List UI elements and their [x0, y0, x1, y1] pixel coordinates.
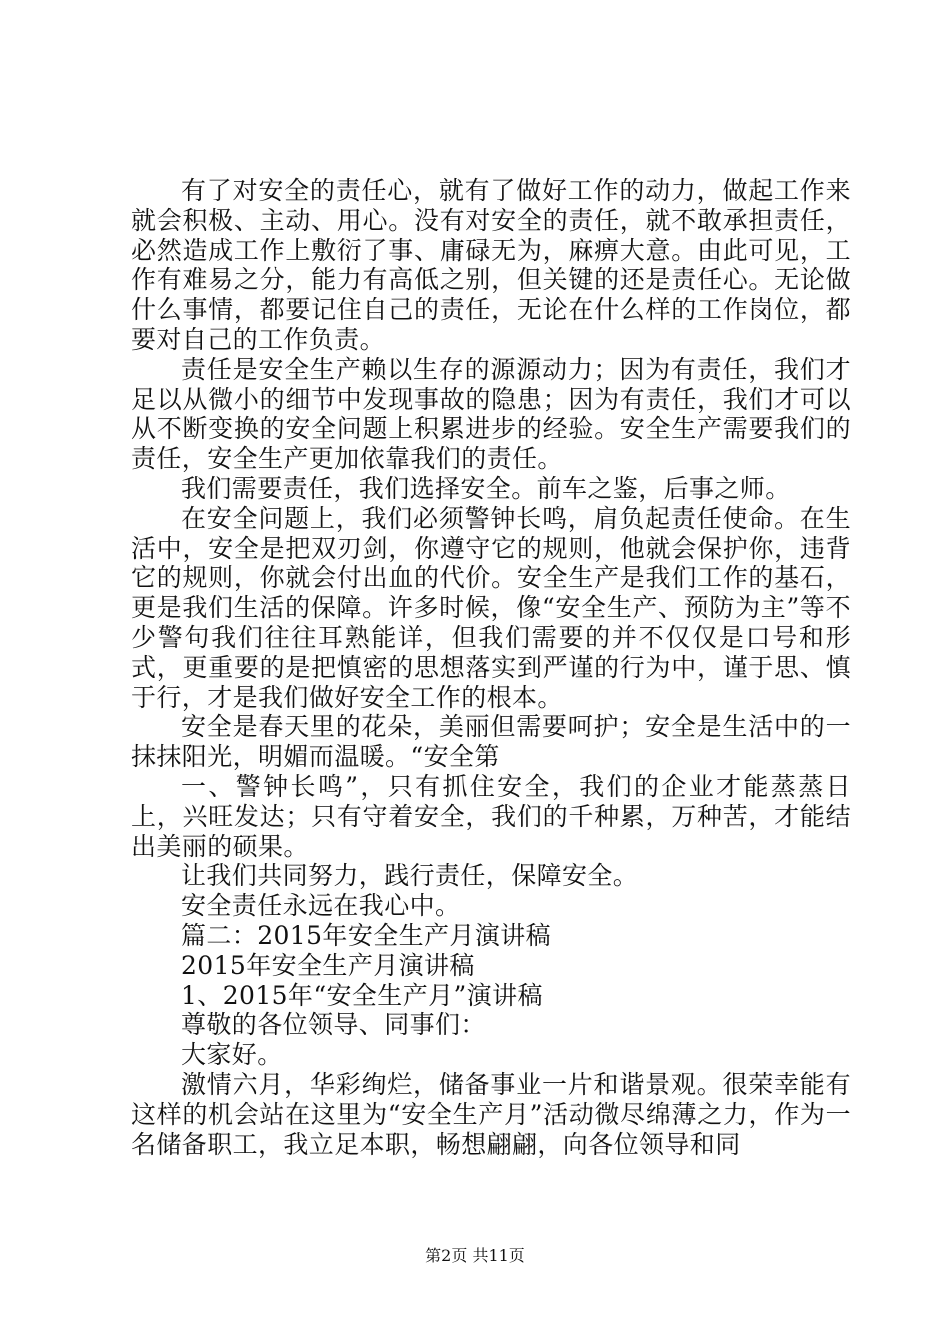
paragraph-2: 责任是安全生产赖以生存的源源动力；因为有责任，我们才足以从微小的细节中发现事故的隐患；因为有责任，我们才可以从不断变换的安全问题上积累进步的经验。安全生产需要我们的责任，安全生产更加依靠我们的责任。 [131, 354, 851, 474]
section-heading: 篇二：2015年安全生产月演讲稿 [181, 920, 552, 950]
paragraph-4: 在安全问题上，我们必须警钟长鸣，肩负起责任使命。在生活中，安全是把双刃剑，你遵守它的规则，他就会保护你，违背它的规则，你就会付出血的代价。安全生产是我们工作的基石，更是我们生活的保障。许多时候，像“安全生产、预防为主”等不少警句我们往往耳熟能详，但我们需要的并不仅仅是口号和形式，更重要的是把慎密的思想落实到严谨的行为中，谨于思、慎于行，才是我们做好安全工作的根本。 [131, 503, 851, 712]
paragraph-8: 安全责任永远在我心中。 [181, 891, 461, 921]
paragraph-3: 我们需要责任，我们选择安全。前车之鉴，后事之师。 [181, 473, 791, 503]
paragraph-body-last: 激情六月，华彩绚烂，储备事业一片和谐景观。很荣幸能有这样的机会站在这里为“安全生产月”活动微尽绵薄之力，作为一名储备职工，我立足本职，畅想翩翩，向各位领导和同 [131, 1069, 851, 1159]
greeting: 大家好。 [181, 1040, 283, 1070]
paragraph-6: 一、警钟长鸣”，只有抓住安全，我们的企业才能蒸蒸日上，兴旺发达；只有守着安全，我们的千种累，万种苦，才能结出美丽的硕果。 [131, 771, 851, 861]
paragraph-7: 让我们共同努力，践行责任，保障安全。 [181, 861, 639, 891]
document-body [131, 176, 851, 1159]
paragraph-1: 有了对安全的责任心，就有了做好工作的动力，做起工作来就会积极、主动、用心。没有对安全的责任，就不敢承担责任，必然造成工作上敷衍了事、庸碌无为，麻痹大意。由此可见，工作有难易之分，能力有高低之别，但关键的还是责任心。无论做什么事情，都要记住自己的责任，无论在什么样的工作岗位，都要对自己的工作负责。 [131, 176, 851, 354]
speech-subtitle: 1、2015年“安全生产月”演讲稿 [181, 980, 543, 1010]
salutation: 尊敬的各位领导、同事们： [181, 1010, 486, 1040]
page-footer: 第2页 共11页 [425, 1246, 525, 1265]
speech-title: 2015年安全生产月演讲稿 [181, 950, 475, 980]
paragraph-5: 安全是春天里的花朵，美丽但需要呵护；安全是生活中的一抹抹阳光，明媚而温暖。“安全第 [131, 712, 851, 772]
